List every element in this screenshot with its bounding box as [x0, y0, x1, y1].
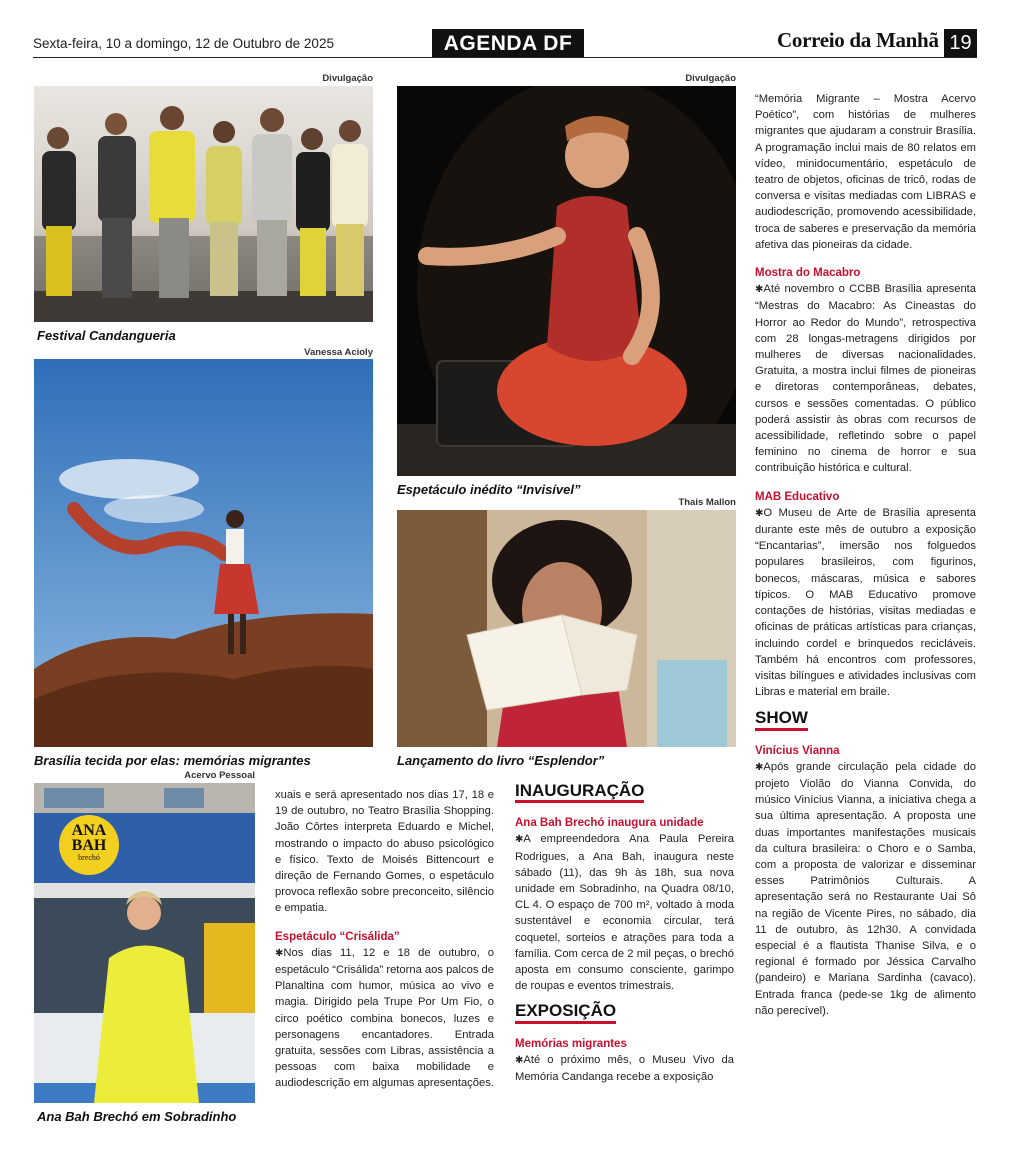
edition-date: Sexta-feira, 10 a domingo, 12 de Outubro de 2025: [33, 36, 334, 51]
bullet-star-icon: ✱: [515, 834, 524, 846]
section-header: SHOW: [755, 710, 808, 730]
article-body: ✱Até novembro o CCBB Brasília apresenta “Mestras do Macabro: As Cineastas do Horror ao Redor do Mundo”, retrospectiva com 28 longas-metragens dirigidos por mulheres de diversas nacionalidades. Gratuita, a mostra inclui filmes de pioneiras e diretoras contemporâneas, debates, cursos e sessões comentadas. O público poderá assistir às obras com recursos de acessibilidade, refletindo sobre o papel feminino no cinema de horror e sua contribuição histórica e cultural.: [755, 283, 976, 475]
header-rule: [33, 57, 977, 58]
photo-credit: Vanessa Acioly: [304, 347, 373, 358]
bullet-star-icon: ✱: [755, 761, 764, 773]
photo-credit: Divulgação: [685, 73, 736, 84]
article-body: ✱O Museu de Arte de Brasília apresenta durante este mês de outubro a exposição “Encantarias”, imersão nos folguedos populares brasileiros, com figurinos, bonecos, máscaras, música e sabores típicos. O MAB Educativo promove contações de histórias, visitas mediadas e oficinas de práticas artísticas para crianças, incluindo cordel e brinquedos recicláveis. Também há encontros com professores, visitas bilíngues e atividades inclusivas com Libras e material em braile.: [755, 506, 976, 699]
bullet-star-icon: ✱: [755, 507, 764, 519]
section-header: EXPOSIÇÃO: [515, 1003, 616, 1023]
article-continuation: xuais e será apresentado nos dias 17, 18 e 19 de outubro, no Teatro Brasília Shopping. João Côrtes interpreta Eduardo e Michel, mostrando o impacto do abuso psicológico e físico. Texto de Moisés Bittencourt e direção de Fernando Gomes, o espetáculo provoca reflexão sobre preconceito, silêncio e empatia.: [275, 789, 494, 915]
photo-caption: Ana Bah Brechó em Sobradinho: [37, 1109, 237, 1124]
photo-caption: Espetáculo inédito “Invisível”: [397, 482, 581, 497]
page-number: 19: [944, 29, 977, 57]
article-column-3: [755, 91, 976, 1019]
photo-caption: Festival Candangueria: [37, 328, 176, 343]
article-subhead: Espetáculo “Crisálida”: [275, 930, 400, 943]
section-header: INAUGURAÇÃO: [515, 783, 644, 803]
article-body: ✱A empreendedora Ana Paula Pereira Rodrigues, a Ana Bah, inaugura neste sábado (11), das 9h às 18h, sua nova unidade em Sobradinho, na Quadra 08/10, CL 4. O espaço de 700 m², voltado à moda sustentável e economia circular, terá coquetel, sorteios e atrações para toda a família. Com cerca de 2 mil peças, o brechó aposta em consumo consciente, garimpo de roupas e eventos trimestrais.: [515, 833, 734, 993]
article-subhead: Vinícius Vianna: [755, 744, 840, 757]
article-subhead: Ana Bah Brechó inaugura unidade: [515, 817, 704, 830]
photo-caption: Lançamento do livro “Esplendor”: [397, 753, 605, 768]
theater-photo: [397, 86, 736, 476]
article-subhead: MAB Educativo: [755, 490, 840, 503]
store-sign-logo: ANA BAH brechó: [71, 822, 107, 862]
bullet-star-icon: ✱: [755, 284, 764, 296]
article-body: ✱Após grande circulação pela cidade do projeto Violão do Vianna Convida, do músico Vinícius Vianna, a iniciativa chega a sua última apresentação. A proposta une duas importantes manifestações musicais da cultura brasileira: o Choro e o Samba, com a proposta de valorizar e disseminar esses Patrimônios Culturais. A apresentação será no Restaurante Uai Sô na região de Vicente Pires, no sábado, dia 11 de outubro, às 12h30. A convidada especial é a flautista Thanise Silva, e o regional é formado por Jéssica Carvalho (pandeiro) e Mariana Sardinha (cavaco). Entrada franca (pede-se 1kg de alimento não perecível).: [755, 760, 976, 1017]
sky-dancer-photo: [34, 359, 373, 747]
article-column-2: [515, 783, 734, 1085]
newspaper-masthead: Correio da Manhã: [777, 28, 939, 52]
bullet-star-icon: ✱: [515, 1054, 524, 1066]
article-body: ✱Nos dias 11, 12 e 18 de outubro, o espetáculo “Crisálida” retorna aos palcos de Planaltina com humor, música ao vivo e magia. Dirigido pela Trupe Por Um Fio, o circo poético combina bonecos, luzes e personagens encantadores. Entrada gratuita, sessões com Libras, assistência a pessoas com baixa mobilidade e audiodescrição em algumas apresentações.: [275, 946, 494, 1090]
article-subhead: Memórias migrantes: [515, 1037, 627, 1050]
section-label: AGENDA DF: [432, 29, 584, 57]
article-column-1: [275, 787, 494, 1092]
photo-credit: Divulgação: [322, 73, 373, 84]
article-subhead: Mostra do Macabro: [755, 267, 861, 280]
photo-credit: Acervo Pessoal: [184, 770, 255, 781]
article-continuation: “Memória Migrante – Mostra Acervo Poético”, com histórias de mulheres migrantes que ajudaram a construir Brasília. A programação inclui mais de 80 relatos em vídeo, minidocumentário, espetáculo de teatro de objetos, oficinas de tricô, rodas de conversa e visitas mediadas com LIBRAS e audiodescrição, promovendo acessibilidade, troca de saberes e preservação da memória afetiva das pioneiras da cidade.: [755, 93, 976, 251]
photo-caption: Brasília tecida por elas: memórias migrantes: [34, 753, 311, 768]
article-body: ✱Até o próximo mês, o Museu Vivo da Memória Candanga recebe a exposição: [515, 1053, 734, 1084]
photo-credit: Thais Mallon: [678, 497, 736, 508]
bullet-star-icon: ✱: [275, 947, 284, 959]
storefront-photo: [34, 783, 255, 1103]
book-launch-photo: [397, 510, 736, 747]
festival-photo: [34, 86, 373, 322]
